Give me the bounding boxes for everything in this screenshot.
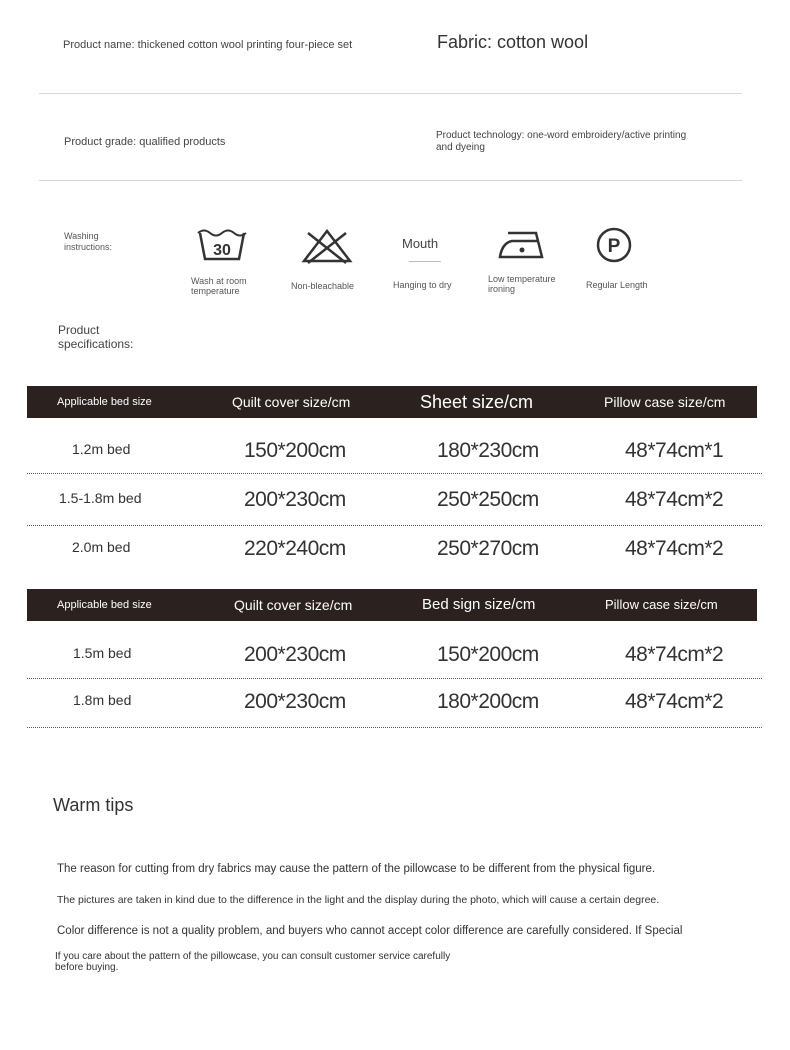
table2-header-pillow: Pillow case size/cm — [605, 597, 718, 612]
row-divider — [27, 727, 762, 728]
table2-header-bed-size: Applicable bed size — [57, 599, 152, 611]
iron-caption — [488, 274, 556, 294]
bed-size-cell: 2.0m bed — [72, 539, 131, 555]
hang-dry-line — [409, 261, 441, 262]
pillow-size-cell: 48*74cm*2 — [625, 690, 724, 713]
row-divider — [27, 678, 762, 679]
bed-sign-size-cell: 180*200cm — [437, 690, 539, 713]
washing-label — [64, 231, 112, 253]
bed-size-cell: 1.2m bed — [72, 441, 131, 457]
wash-temperature: 30 — [213, 242, 231, 259]
warm-tip-line: The reason for cutting from dry fabrics may cause the pattern of the pillowcase to be different from the physical figure. — [57, 863, 656, 875]
divider — [39, 93, 742, 94]
table-row — [27, 534, 762, 564]
table2-header-bed-sign: Bed sign size/cm — [422, 596, 536, 613]
hang-dry-icon: Mouth — [402, 236, 439, 251]
dry-clean-caption: Regular Length — [586, 280, 648, 290]
pillow-size-cell: 48*74cm*1 — [625, 439, 724, 462]
product-name: Product name: thickened cotton wool printing four-piece set — [63, 39, 353, 51]
wash-caption-line-2: temperature — [191, 286, 240, 296]
bed-size-cell: 1.8m bed — [73, 692, 132, 708]
table1-header-bed-size: Applicable bed size — [57, 396, 152, 408]
row-divider — [27, 525, 762, 526]
bed-size-cell: 1.5m bed — [73, 645, 132, 661]
washing-label-line-1: Washing — [64, 231, 99, 241]
warm-tip-line: before buying. — [55, 962, 119, 973]
no-bleach-caption: Non-bleachable — [291, 281, 355, 291]
technology-line-1: Product technology: one-word embroidery/active printing — [436, 130, 687, 141]
pillow-size-cell: 48*74cm*2 — [625, 488, 724, 511]
warm-tip-line: If you care about the pattern of the pillowcase, you can consult customer service carefully — [55, 951, 451, 962]
table2-header-quilt: Quilt cover size/cm — [234, 597, 353, 613]
quilt-size-cell: 220*240cm — [244, 537, 346, 560]
pillow-size-cell: 48*74cm*2 — [625, 537, 724, 560]
wash-caption — [191, 276, 247, 296]
sheet-size-cell: 180*230cm — [437, 439, 539, 462]
warm-tip-line: Color difference is not a quality problem, and buyers who cannot accept color difference are carefully considered. If Special — [57, 925, 683, 937]
product-grade: Product grade: qualified products — [64, 136, 226, 148]
dry-clean-p-icon — [595, 226, 655, 266]
bed-size-cell: 1.5-1.8m bed — [59, 490, 142, 506]
pillow-size-cell: 48*74cm*2 — [625, 643, 724, 666]
table-row — [27, 640, 762, 670]
table1-header-sheet: Sheet size/cm — [420, 392, 534, 412]
dry-clean-letter: P — [607, 236, 621, 257]
row-divider — [27, 473, 762, 474]
table-row — [27, 436, 762, 466]
washing-label-line-2: instructions: — [64, 242, 113, 252]
fabric: Fabric: cotton wool — [437, 32, 589, 52]
table1-header-quilt: Quilt cover size/cm — [232, 394, 351, 410]
quilt-size-cell: 200*230cm — [244, 690, 346, 713]
table2-header — [27, 589, 757, 621]
table-row — [27, 687, 762, 717]
bed-sign-size-cell: 150*200cm — [437, 643, 539, 666]
table1-header-pillow: Pillow case size/cm — [604, 394, 726, 410]
specs-label-line-2: specifications: — [58, 337, 134, 351]
table-row — [27, 485, 762, 515]
specs-label — [58, 323, 133, 351]
warm-tips-title: Warm tips — [53, 795, 134, 815]
divider — [39, 180, 742, 181]
sheet-size-cell: 250*250cm — [437, 488, 539, 511]
quilt-size-cell: 200*230cm — [244, 643, 346, 666]
quilt-size-cell: 200*230cm — [244, 488, 346, 511]
hang-dry-caption: Hanging to dry — [393, 280, 452, 290]
table1-header — [27, 386, 757, 418]
iron-caption-line-1: Low temperature — [488, 274, 556, 284]
wash-caption-line-1: Wash at room — [191, 276, 247, 286]
technology-line-2: and dyeing — [436, 142, 485, 153]
low-iron-icon — [496, 227, 556, 267]
quilt-size-cell: 150*200cm — [244, 439, 346, 462]
product-technology — [436, 130, 686, 154]
no-bleach-icon — [300, 227, 360, 267]
iron-caption-line-2: ironing — [488, 284, 516, 294]
specs-label-line-1: Product — [58, 323, 100, 337]
wash-30-icon — [196, 227, 256, 267]
sheet-size-cell: 250*270cm — [437, 537, 539, 560]
warm-tip-line: The pictures are taken in kind due to the difference in the light and the display during the photo, which will cause a certain degree. — [57, 894, 660, 906]
